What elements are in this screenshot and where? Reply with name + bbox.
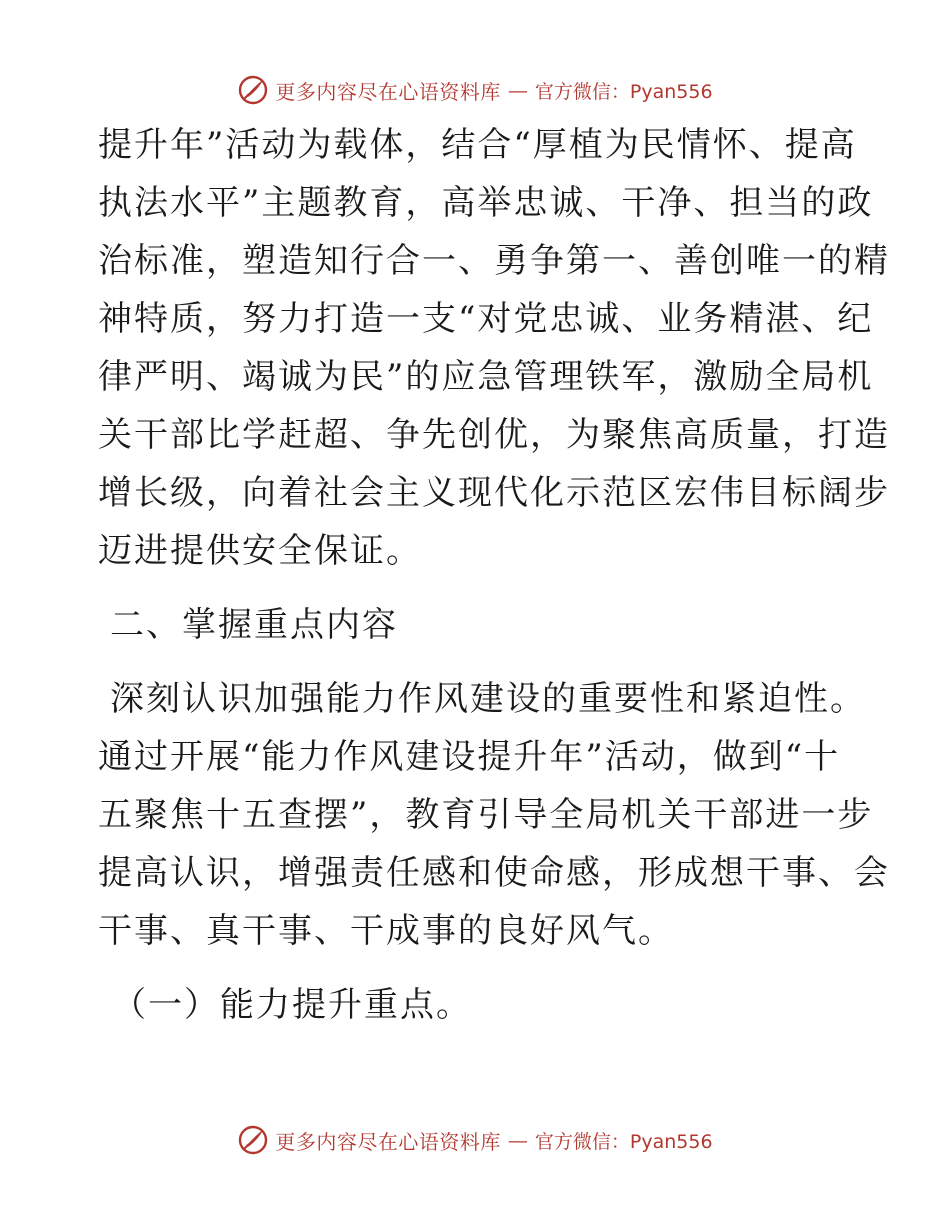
subsection-heading bbox=[98, 976, 858, 1034]
watermark-wechat-text: 官方微信：Pyan556 bbox=[534, 80, 713, 103]
section-heading bbox=[98, 596, 858, 654]
footer-watermark bbox=[0, 1120, 950, 1160]
text-line: 深刻认识加强能力作风建设的重要性和紧迫性。 bbox=[110, 679, 866, 719]
text-line: 律严明、竭诚为民”的应急管理铁军，激励全局机 bbox=[98, 357, 874, 397]
text-line: 增长级，向着社会主义现代化示范区宏伟目标阔步 bbox=[98, 473, 890, 513]
text-line: 提高认识，增强责任感和使命感，形成想干事、会 bbox=[98, 853, 890, 893]
text-line: 干事、真干事、干成事的良好风气。 bbox=[98, 911, 674, 951]
feather-circle-logo-icon bbox=[237, 1124, 269, 1156]
watermark-dash: — bbox=[507, 1128, 528, 1152]
text-line: 关干部比学赶超、争先创优，为聚焦高质量，打造 bbox=[98, 415, 890, 455]
document-body bbox=[98, 116, 890, 1034]
text-line: 执法水平”主题教育，高举忠诚、干净、担当的政 bbox=[98, 183, 874, 223]
watermark-site-text: 更多内容尽在心语资料库 bbox=[275, 79, 501, 104]
watermark-site-text: 更多内容尽在心语资料库 bbox=[275, 1129, 501, 1154]
text-line: 通过开展“能力作风建设提升年”活动，做到“十 bbox=[98, 737, 841, 777]
header-watermark bbox=[0, 70, 950, 110]
feather-circle-logo-icon bbox=[237, 74, 269, 106]
subsection-title: （一）能力提升重点。 bbox=[112, 985, 472, 1025]
text-line: 提升年”活动为载体，结合“厚植为民情怀、提高 bbox=[98, 125, 857, 165]
text-line: 神特质，努力打造一支“对党忠诚、业务精湛、纪 bbox=[98, 299, 874, 339]
section-title: 二、掌握重点内容 bbox=[110, 605, 398, 645]
text-line: 迈进提供安全保证。 bbox=[98, 531, 422, 571]
text-line: 治标准，塑造知行合一、勇争第一、善创唯一的精 bbox=[98, 241, 890, 281]
text-line: 五聚焦十五查摆”，教育引导全局机关干部进一步 bbox=[98, 795, 874, 835]
paragraph-key-content bbox=[98, 670, 890, 960]
watermark-dash: — bbox=[507, 78, 528, 102]
paragraph-intro bbox=[98, 116, 890, 580]
watermark-wechat-text: 官方微信：Pyan556 bbox=[534, 1130, 713, 1153]
